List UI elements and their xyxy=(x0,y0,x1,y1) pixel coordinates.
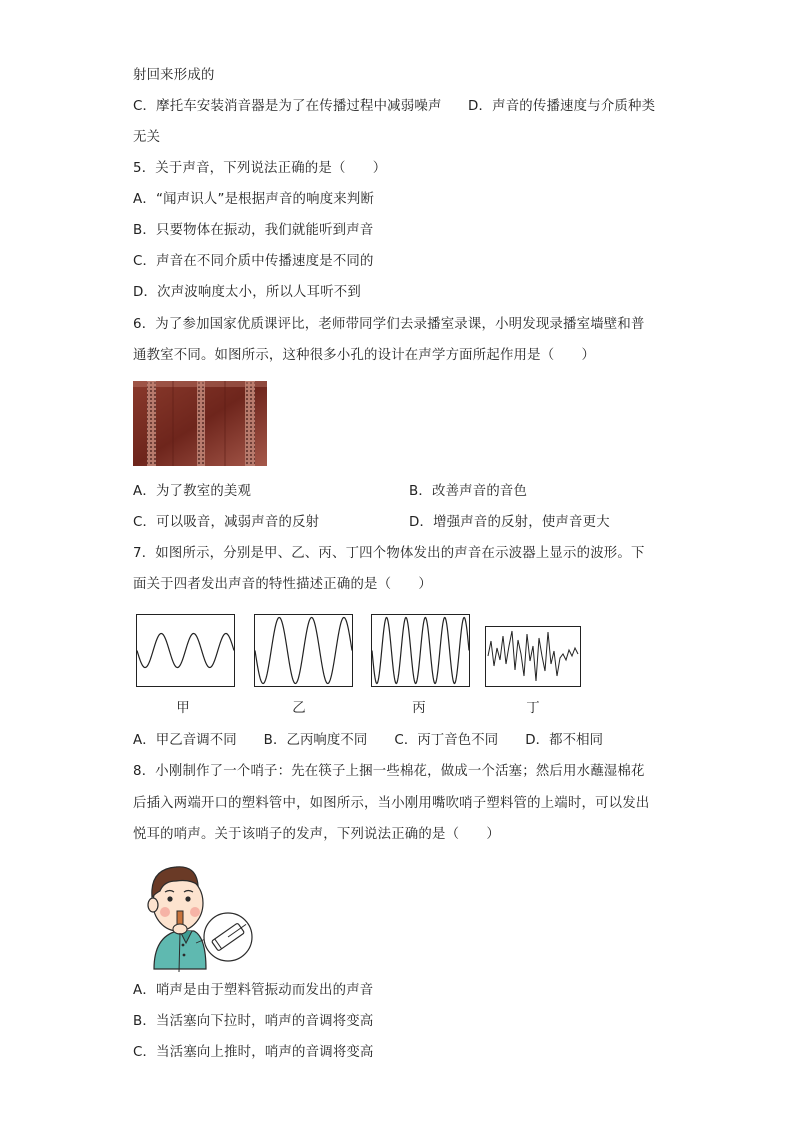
option-a: A．哨声是由于塑料管振动而发出的声音 xyxy=(133,983,374,998)
option-a: A．“闻声识人”是根据声音的响度来判断 xyxy=(133,192,375,207)
waveform-jia xyxy=(136,614,236,688)
wave-label-jia: 甲 xyxy=(176,701,190,716)
option-b: B．改善声音的音色 xyxy=(409,484,528,499)
question-5: 5．关于声音，下列说法正确的是（ ） xyxy=(133,161,387,176)
waveform-yi xyxy=(254,614,354,688)
text-line: 无关 xyxy=(133,130,161,145)
waveform-bing xyxy=(371,614,471,688)
option-b: B．当活塞向下拉时，哨声的音调将变高 xyxy=(133,1014,374,1029)
option-d: D．声音的传播速度与介质种类 xyxy=(468,99,656,114)
question-7: 7．如图所示，分别是甲、乙、丙、丁四个物体发出的声音在示波器上显示的波形。下 xyxy=(133,546,645,561)
boy-whistle-illustration xyxy=(132,857,256,972)
option-d: D．次声波响度太小，所以人耳听不到 xyxy=(133,285,361,300)
option-c: C．当活塞向上推时，哨声的音调将变高 xyxy=(133,1045,374,1060)
text-line: 射回来形成的 xyxy=(133,68,215,83)
option-b: B．只要物体在振动，我们就能听到声音 xyxy=(133,223,374,238)
option-a: A．为了教室的美观 xyxy=(133,484,252,499)
perforated-wall-photo xyxy=(133,381,267,466)
question-8-cont: 悦耳的哨声。关于该哨子的发声，下列说法正确的是（ ） xyxy=(133,827,500,842)
option-c: C．摩托车安装消音器是为了在传播过程中减弱噪声 xyxy=(133,99,442,114)
wave-label-bing: 丙 xyxy=(412,701,426,716)
question-7-options: A．甲乙音调不同 B．乙丙响度不同 C．丙丁音色不同 D．都不相同 xyxy=(133,733,604,748)
wave-label-ding: 丁 xyxy=(526,701,540,716)
question-6-cont: 通教室不同。如图所示，这种很多小孔的设计在声学方面所起作用是（ ） xyxy=(133,348,596,363)
question-8-cont: 后插入两端开口的塑料管中，如图所示，当小刚用嘴吹哨子塑料管的上端时，可以发出 xyxy=(133,796,650,811)
waveform-ding xyxy=(485,626,582,688)
question-8: 8．小刚制作了一个哨子：先在筷子上捆一些棉花，做成一个活塞；然后用水蘸湿棉花 xyxy=(133,764,645,779)
option-c: C．可以吸音，减弱声音的反射 xyxy=(133,515,320,530)
option-d: D．增强声音的反射，使声音更大 xyxy=(409,515,610,530)
option-c: C．声音在不同介质中传播速度是不同的 xyxy=(133,254,374,269)
wave-label-yi: 乙 xyxy=(292,701,306,716)
question-7-cont: 面关于四者发出声音的特性描述正确的是（ ） xyxy=(133,577,432,592)
question-6: 6．为了参加国家优质课评比，老师带同学们去录播室录课，小明发现录播室墙壁和普 xyxy=(133,317,645,332)
